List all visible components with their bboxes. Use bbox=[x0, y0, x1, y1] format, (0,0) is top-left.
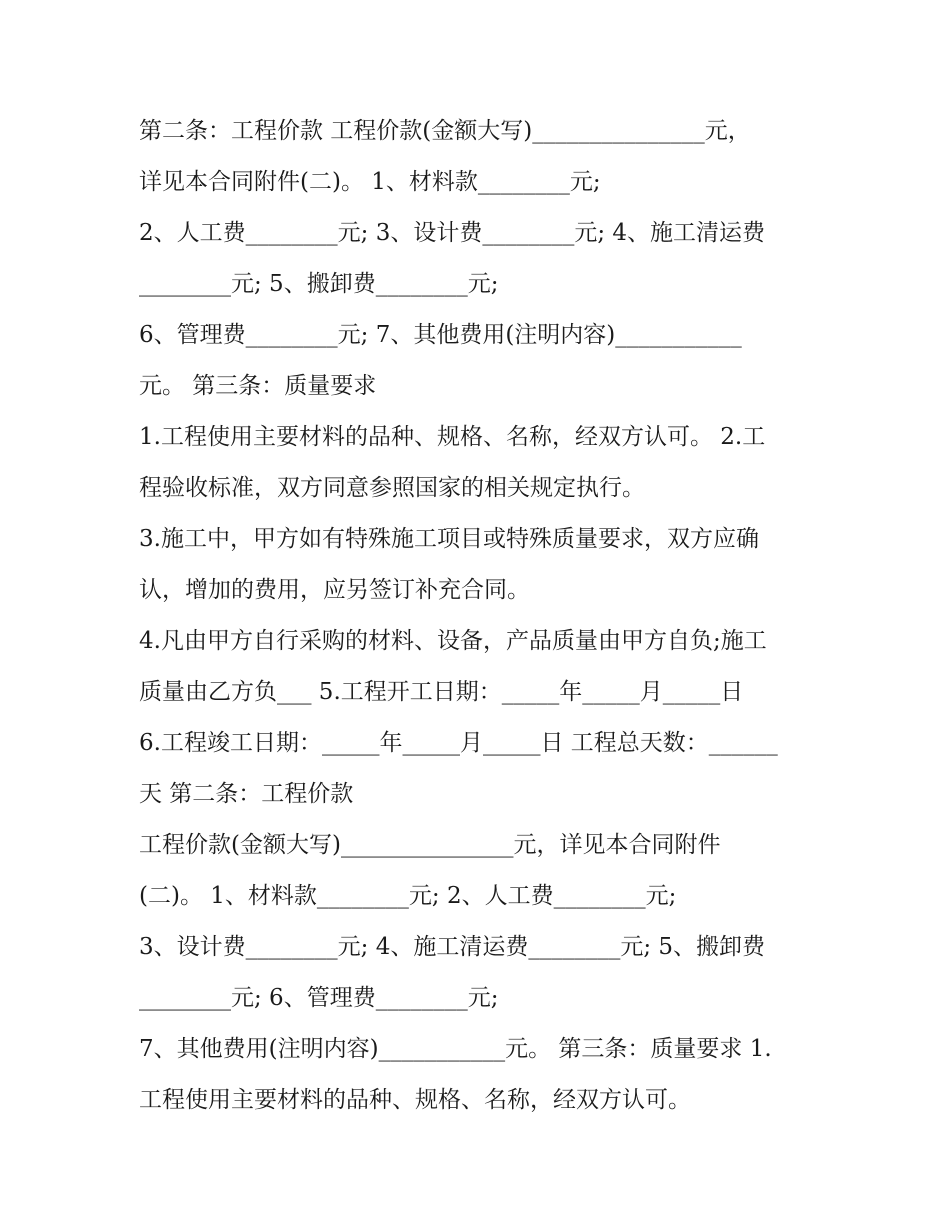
text-line-18: ________元; 6、管理费________元; bbox=[139, 985, 499, 1011]
text-line-16: (二)。 1、材料款________元; 2、人工费________元; bbox=[139, 883, 677, 909]
text-line-20: 工程使用主要材料的品种、规格、名称，经双方认可。 bbox=[139, 1087, 691, 1113]
text-line-9: 3.施工中，甲方如有特殊施工项目或特殊质量要求，双方应确 bbox=[139, 526, 759, 552]
text-line-5: 6、管理费________元; 7、其他费用(注明内容)___________ bbox=[139, 322, 742, 348]
text-line-14: 天 第二条：工程价款 bbox=[139, 781, 354, 807]
text-line-4: ________元; 5、搬卸费________元; bbox=[139, 271, 499, 297]
text-line-15: 工程价款(金额大写)_______________元，详见本合同附件 bbox=[139, 832, 721, 858]
text-line-3: 2、人工费________元; 3、设计费________元; 4、施工清运费 bbox=[139, 220, 766, 246]
text-line-8: 程验收标准，双方同意参照国家的相关规定执行。 bbox=[139, 475, 645, 501]
text-line-17: 3、设计费________元; 4、施工清运费________元; 5、搬卸费 bbox=[139, 934, 766, 960]
text-line-11: 4.凡由甲方自行采购的材料、设备，产品质量由甲方自负;施工 bbox=[139, 628, 767, 654]
text-line-1: 第二条：工程价款 工程价款(金额大写)_______________元， bbox=[139, 118, 751, 144]
text-line-10: 认，增加的费用，应另签订补充合同。 bbox=[139, 577, 530, 603]
text-line-19: 7、其他费用(注明内容)___________元。 第三条：质量要求 1. bbox=[139, 1036, 772, 1062]
contract-text bbox=[139, 106, 829, 1126]
text-line-6: 元。 第三条：质量要求 bbox=[139, 373, 377, 399]
text-line-2: 详见本合同附件(二)。 1、材料款________元; bbox=[139, 169, 601, 195]
text-line-12: 质量由乙方负___ 5.工程开工日期：_____年_____月_____日 bbox=[139, 679, 744, 705]
text-line-13: 6.工程竣工日期：_____年_____月_____日 工程总天数：______ bbox=[139, 730, 778, 756]
text-line-7: 1.工程使用主要材料的品种、规格、名称，经双方认可。 2.工 bbox=[139, 424, 766, 450]
